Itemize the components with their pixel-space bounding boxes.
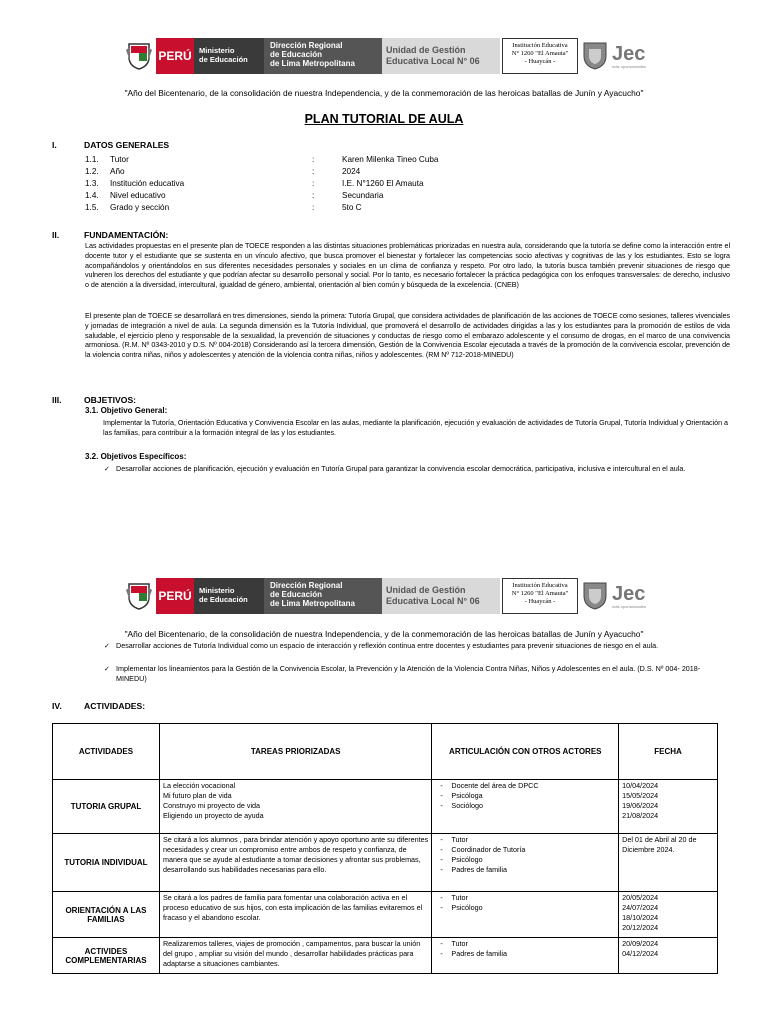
data-row: 1.5. Grado y sección : 5to C — [85, 203, 362, 212]
dates-cell: 20/05/2024 24/07/2024 18/10/2024 20/12/2024 — [619, 892, 718, 938]
activity-cell: TUTORIA GRUPAL — [53, 780, 160, 834]
header-logos — [122, 578, 662, 614]
table-row — [53, 938, 718, 974]
table-row — [53, 892, 718, 938]
section-2-heading: II. FUNDAMENTACIÓN: — [52, 230, 169, 240]
peru-label: PERÚ — [156, 38, 194, 74]
actors-cell: - Docente del área de DPCC - Psicóloga - Sociólogo — [432, 780, 619, 834]
ugel-label: Unidad de Gestión Educativa Local N° 06 — [382, 578, 500, 614]
dates-cell: 10/04/2024 15/05/2024 19/06/2024 21/08/2024 — [619, 780, 718, 834]
tasks-cell: Se citará a los padres de familia para fomentar una colaboración activa en el proceso educativo de sus hijos, con esta implicación de las familias evitaremos el fracaso y el abandono escolar. — [159, 892, 431, 938]
section-3-heading: III. OBJETIVOS: — [52, 395, 137, 405]
ministerio-label: Ministerio de Educación — [194, 38, 264, 74]
peru-coat-of-arms-icon — [122, 38, 156, 74]
table-header-row — [53, 724, 718, 780]
peru-label: PERÚ — [156, 578, 194, 614]
check-icon: ✓ — [104, 464, 111, 473]
tasks-cell: Se citará a los alumnos , para brindar atención y apoyo oportuno ante su diferentes necesidades y crear un compromiso entre ambos de respeto y confianza, de manera que se ayude al estudiante a tomar decisiones y afrontar sus problemas, desarrollando sus habilidades necesarias para ello. — [159, 834, 431, 892]
fundamentacion-text-2: El presente plan de TOECE se desarrollará en tres dimensiones, siendo la primera: Tutoría Grupal, que considera actividades de planificación de las acciones de TOECE como sesiones, talleres vivenciales y jornadas de integración a nivel de aula. La segunda dimensión es la Tutoría Individual, que promoverá el desarrollo de actividades dirigidas a las y los estudiantes para la promoción de estilos de vida saludable, el ejercicio pleno y responsable de la sexualidad, la prevención de situaciones y conductas de riesgo como el embarazo adolescente y el consumo de drogas, en el marco de una convivencia armoniosa. (R.M. Nº 0343-2010 y D.S. Nº 004-2018) Considerando así la tercera dimensión, Gestión de la Convivencia Escolar ejecutada a través de la promoción de la convivencia escolar, prevención de la violencia contra niñas, niños y adolescentes y atención de la violencia contra niñas, niños y adolescentes. (RM Nº 712-2018-MINEDU) — [85, 311, 730, 360]
check-icon: ✓ — [104, 664, 111, 673]
column-header: FECHA — [619, 724, 718, 780]
tasks-cell: Realizaremos talleres, viajes de promoción , campamentos, para buscar la unión del grupo , ampliar su visión del mundo , desarrollar habilidades prácticas para adaptarse a situaciones cambiantes. — [159, 938, 431, 974]
tasks-cell: La elección vocacional Mi futuro plan de vida Construyo mi proyecto de vida Eligiendo un proyecto de ayuda — [159, 780, 431, 834]
header-logos — [122, 38, 662, 74]
motto: "Año del Bicentenario, de la consolidación de nuestra Independencia, y de la conmemoración de las heroicas batallas de Junín y Ayacucho" — [124, 88, 644, 98]
data-row: 1.4. Nivel educativo : Secundaria — [85, 191, 384, 200]
fundamentacion-text: Las actividades propuestas en el presente plan de TOECE responden a las distintas situaciones problemáticas priorizadas en nuestra aula, considerando que la tutoría se define como la interacción entre el docente tutor y el estudiante que se sustenta en un vínculo afectivo, que busca promover el bienestar y fortalecer las competencias socio afectivas y cognitivas de las y los estudiantes. Esto se logra acompañándolos y orientándolos en sus diferentes necesidades personales y sociales en un clima de confianza y respeto. Por otro lado, la tutoría busca también prevenir situaciones de riesgo que vulneren los derechos del estudiante y que podrían afectar su desarrollo personal y social. Por lo tanto, es necesario fortalecer la práctica pedagógica con los enfoques transversales: de derecho, inclusivo o de atención a la diversidad, intercultural, igualdad de género, ambiental, orientación al bien común y búsqueda de la excelencia. (CNEB) — [85, 241, 730, 290]
actors-cell: - Tutor - Coordinador de Tutoría - Psicólogo - Padres de familia — [432, 834, 619, 892]
dre-label: Dirección Regional de Educación de Lima Metropolitana — [264, 578, 382, 614]
general-objective-title: 3.1. Objetivo General: — [85, 406, 168, 415]
specific-objective-1: ✓ Desarrollar acciones de planificación, ejecución y evaluación en Tutoría Grupal para garantizar la convivencia escolar democrática, participativa, inclusiva e intercultural en el aula. — [104, 464, 686, 473]
check-icon: ✓ — [104, 641, 111, 650]
dates-cell: 20/09/2024 04/12/2024 — [619, 938, 718, 974]
specific-objectives-title: 3.2. Objetivos Específicos: — [85, 452, 187, 461]
peru-coat-of-arms-icon — [122, 578, 156, 614]
actors-cell: - Tutor - Padres de familia — [432, 938, 619, 974]
activities-table — [52, 723, 718, 974]
section-1-heading: I. DATOS GENERALES — [52, 140, 170, 150]
activity-cell: ORIENTACIÓN A LAS FAMILIAS — [53, 892, 160, 938]
school-shield-icon — [578, 38, 612, 74]
actors-cell: - Tutor - Psicólogo — [432, 892, 619, 938]
specific-objective-3: ✓ Implementar los lineamientos para la Gestión de la Convivencia Escolar, la Prevención y la Atención de la Violencia Contra Niñas, Niños y Adolescentes en el aula. (D.S. Nº 004- 2018-MINEDU) — [104, 664, 701, 683]
column-header: ARTICULACIÓN CON OTROS ACTORES — [432, 724, 619, 780]
page-title: PLAN TUTORIAL DE AULA — [304, 112, 464, 126]
table-row — [53, 834, 718, 892]
jec-logo: Jec más oportunidades — [612, 42, 647, 69]
data-row: 1.2. Año : 2024 — [85, 167, 361, 176]
activity-cell: TUTORIA INDIVIDUAL — [53, 834, 160, 892]
school-shield-icon — [578, 578, 612, 614]
ie-label: Institución Educativa N° 1260 "El Amauta" - Huaycán - — [502, 578, 578, 614]
general-objective-text: Implementar la Tutoría, Orientación Educativa y Convivencia Escolar en las aulas, mediante la planificación, ejecución y evaluación de actividades de Tutoría Grupal, Tutoría Individual y Orientación a las familias, para contribuir a la formación integral de las y los estudiantes. — [103, 418, 728, 437]
dre-label: Dirección Regional de Educación de Lima Metropolitana — [264, 38, 382, 74]
column-header: ACTIVIDADES — [53, 724, 160, 780]
ugel-label: Unidad de Gestión Educativa Local N° 06 — [382, 38, 500, 74]
activity-cell: ACTIVIDES COMPLEMENTARIAS — [53, 938, 160, 974]
motto: "Año del Bicentenario, de la consolidación de nuestra Independencia, y de la conmemoración de las heroicas batallas de Junín y Ayacucho" — [124, 629, 644, 639]
data-row: 1.3. Institución educativa : I.E. N°1260 El Amauta — [85, 179, 424, 188]
ie-label: Institución Educativa N° 1260 "El Amauta" - Huaycán - — [502, 38, 578, 74]
section-4-heading: IV. ACTIVIDADES: — [52, 701, 146, 711]
ministerio-label: Ministerio de Educación — [194, 578, 264, 614]
dates-cell: Del 01 de Abril al 20 de Diciembre 2024. — [619, 834, 718, 892]
data-row: 1.1. Tutor : Karen Milenka Tineo Cuba — [85, 155, 439, 164]
table-row — [53, 780, 718, 834]
column-header: TAREAS PRIORIZADAS — [159, 724, 431, 780]
jec-logo: Jec más oportunidades — [612, 582, 647, 609]
specific-objective-2: ✓ Desarrollar acciones de Tutoría Individual como un espacio de interacción y reflexión continua entre docentes y estudiantes para prevenir situaciones de riesgo en el aula. — [104, 641, 659, 650]
